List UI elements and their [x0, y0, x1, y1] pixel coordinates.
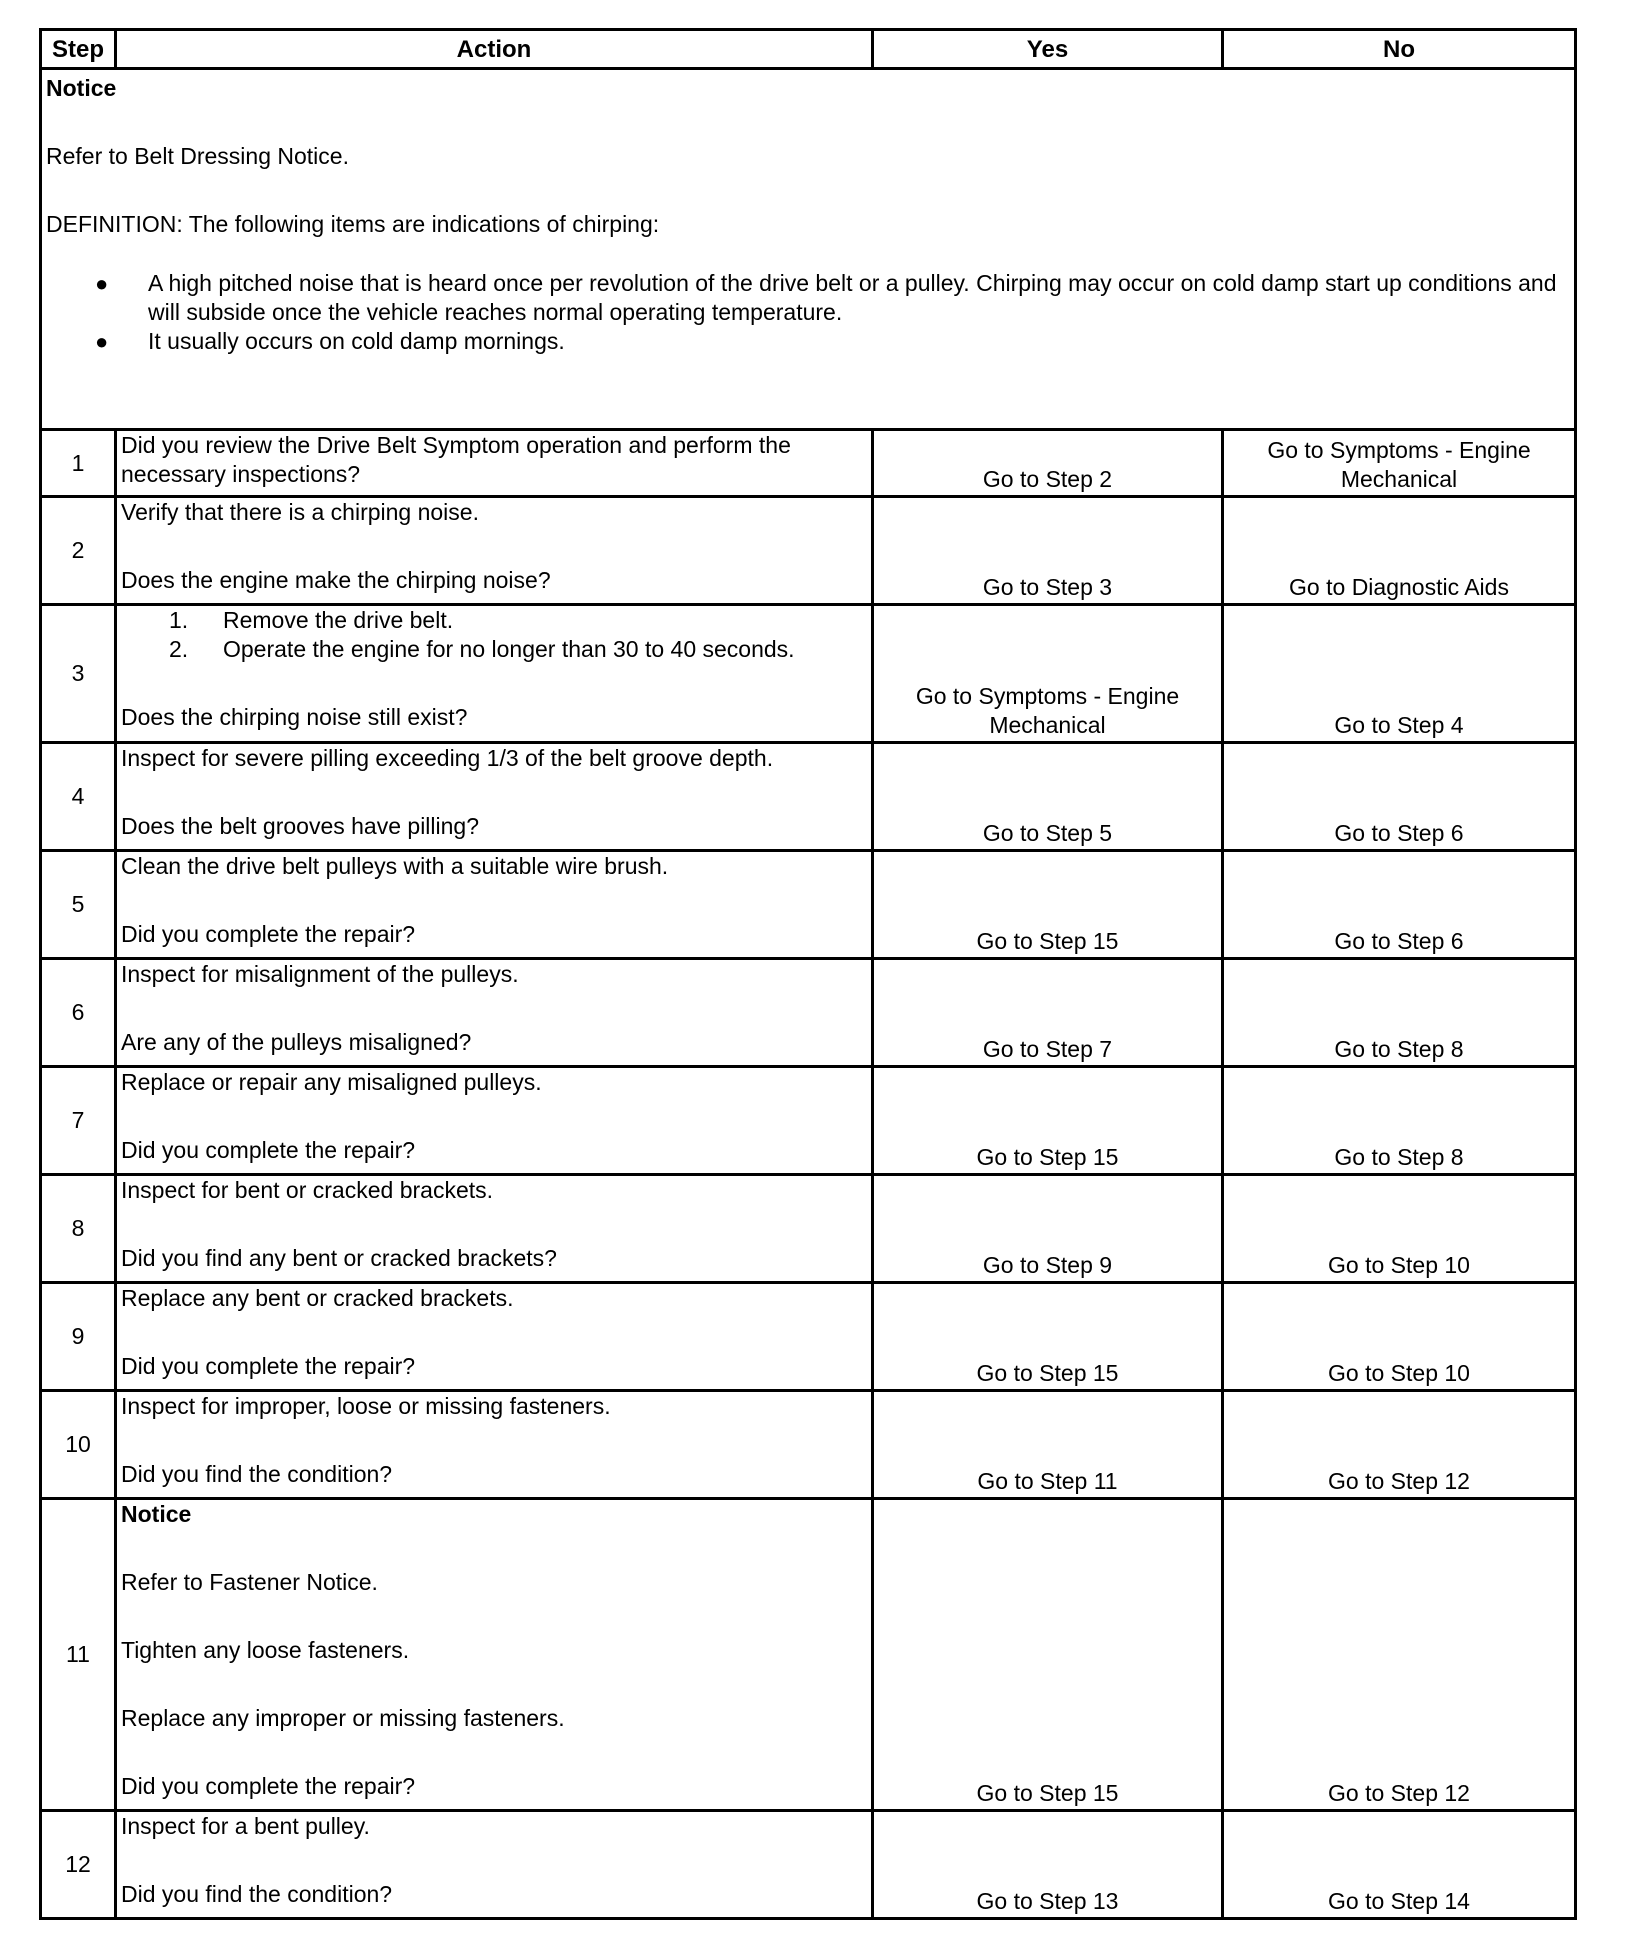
step-number: 10 [41, 1391, 116, 1499]
step-number: 1 [41, 430, 116, 497]
step-action: Inspect for improper, loose or missing fasteners. Did you find the condition? [116, 1391, 873, 1499]
step-number: 2 [41, 497, 116, 605]
header-row [41, 30, 1576, 69]
table-row [41, 1283, 1576, 1391]
no-result: Go to Step 14 [1223, 1811, 1576, 1919]
yes-result: Go to Symptoms - Engine Mechanical [873, 605, 1223, 743]
no-result: Go to Step 4 [1223, 605, 1576, 743]
step-action: Replace any bent or cracked brackets. Did you complete the repair? [116, 1283, 873, 1391]
bullet-icon: ● [95, 329, 109, 354]
table-row [41, 1811, 1576, 1919]
yes-result: Go to Step 15 [873, 851, 1223, 959]
bullet-icon: ● [95, 271, 109, 296]
table-row [41, 1391, 1576, 1499]
yes-result: Go to Step 7 [873, 959, 1223, 1067]
yes-result: Go to Step 15 [873, 1499, 1223, 1811]
table-row [41, 605, 1576, 743]
no-result: Go to Step 8 [1223, 1067, 1576, 1175]
step-number: 6 [41, 959, 116, 1067]
notice-definition: DEFINITION: The following items are indications of chirping: [46, 211, 660, 237]
no-result: Go to Step 12 [1223, 1391, 1576, 1499]
yes-result: Go to Step 11 [873, 1391, 1223, 1499]
step-number: 9 [41, 1283, 116, 1391]
step-action: Did you review the Drive Belt Symptom operation and perform the necessary inspections? [116, 430, 873, 497]
step-action: Notice Refer to Fastener Notice. Tighten any loose fasteners. Replace any improper or missing fasteners. Did you complete the repair? [116, 1499, 873, 1811]
numbered-list [121, 606, 867, 664]
table-row [41, 959, 1576, 1067]
notice-row [41, 69, 1576, 430]
header-yes: Yes [873, 30, 1223, 69]
table-row [41, 743, 1576, 851]
step-number: 11 [41, 1499, 116, 1811]
list-item: 1. Remove the drive belt. [169, 607, 454, 633]
no-result: Go to Step 6 [1223, 851, 1576, 959]
header-no: No [1223, 30, 1576, 69]
step-action: Replace or repair any misaligned pulleys. Did you complete the repair? [116, 1067, 873, 1175]
notice-bullet-list [46, 269, 1570, 356]
step-action: 1. Remove the drive belt. 2. Operate the engine for no longer than 30 to 40 seconds. Does the chirping noise still exist? [116, 605, 873, 743]
table-row [41, 497, 1576, 605]
step-number: 5 [41, 851, 116, 959]
step-action: Inspect for bent or cracked brackets. Did you find any bent or cracked brackets? [116, 1175, 873, 1283]
yes-result: Go to Step 15 [873, 1283, 1223, 1391]
yes-result: Go to Step 2 [873, 430, 1223, 497]
diagnostic-table [39, 28, 1577, 1920]
table-row [41, 1067, 1576, 1175]
no-result: Go to Symptoms - Engine Mechanical [1223, 430, 1576, 497]
no-result: Go to Step 6 [1223, 743, 1576, 851]
step-action: Inspect for severe pilling exceeding 1/3 of the belt groove depth. Does the belt grooves have pilling? [116, 743, 873, 851]
list-item: 2. Operate the engine for no longer than 30 to 40 seconds. [169, 636, 795, 662]
table-row [41, 1175, 1576, 1283]
yes-result: Go to Step 9 [873, 1175, 1223, 1283]
no-result: Go to Step 10 [1223, 1283, 1576, 1391]
step-action: Clean the drive belt pulleys with a suitable wire brush. Did you complete the repair? [116, 851, 873, 959]
notice-line: Refer to Belt Dressing Notice. [46, 143, 349, 169]
yes-result: Go to Step 3 [873, 497, 1223, 605]
step-number: 8 [41, 1175, 116, 1283]
step-number: 4 [41, 743, 116, 851]
header-action: Action [116, 30, 873, 69]
list-item: ● A high pitched noise that is heard once per revolution of the drive belt or a pulley. Chirping may occur on cold damp start up conditions and will subside once the vehicle reaches normal operating temperature. [95, 270, 1557, 325]
header-step: Step [41, 30, 116, 69]
no-result: Go to Step 10 [1223, 1175, 1576, 1283]
no-result: Go to Diagnostic Aids [1223, 497, 1576, 605]
notice-title: Notice [46, 75, 117, 101]
step-number: 7 [41, 1067, 116, 1175]
step-number: 3 [41, 605, 116, 743]
step-action: Inspect for a bent pulley. Did you find the condition? [116, 1811, 873, 1919]
yes-result: Go to Step 5 [873, 743, 1223, 851]
yes-result: Go to Step 15 [873, 1067, 1223, 1175]
list-item: ● It usually occurs on cold damp mornings. [95, 328, 565, 354]
table-row [41, 1499, 1576, 1811]
table-row [41, 851, 1576, 959]
notice-cell [41, 69, 1576, 430]
step-number: 12 [41, 1811, 116, 1919]
yes-result: Go to Step 13 [873, 1811, 1223, 1919]
no-result: Go to Step 12 [1223, 1499, 1576, 1811]
table-row [41, 430, 1576, 497]
step-action: Inspect for misalignment of the pulleys. Are any of the pulleys misaligned? [116, 959, 873, 1067]
step-action: Verify that there is a chirping noise. Does the engine make the chirping noise? [116, 497, 873, 605]
no-result: Go to Step 8 [1223, 959, 1576, 1067]
